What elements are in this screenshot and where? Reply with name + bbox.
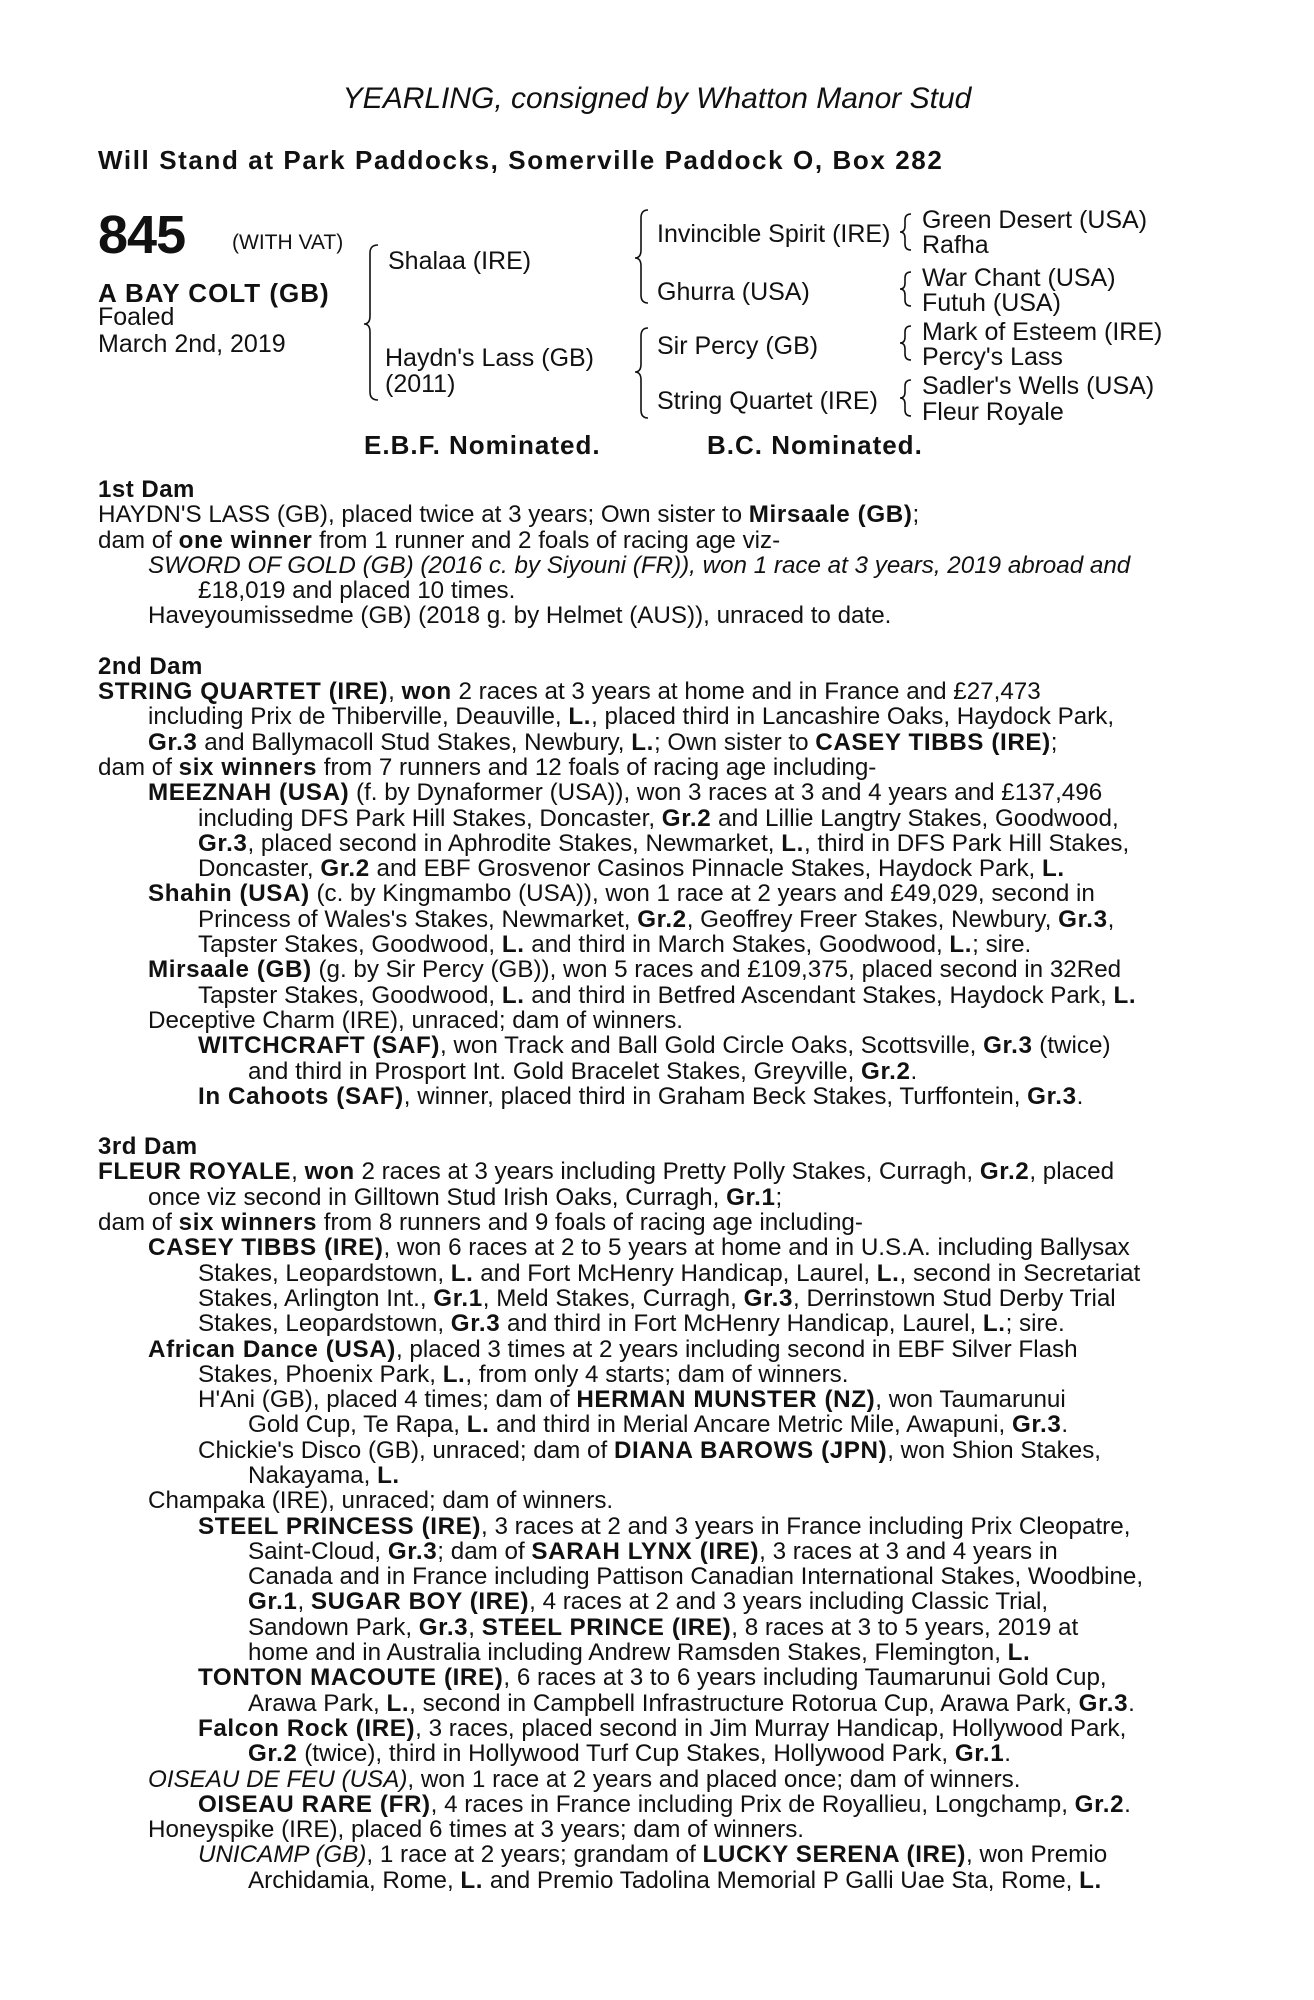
lot-number: 845	[98, 205, 186, 265]
third-dam-line: Stakes, Arlington Int., Gr.1, Meld Stakes, Curragh, Gr.3, Derrinstown Stud Derby Trial	[198, 1284, 1116, 1312]
third-dam-line: dam of six winners from 8 runners and 9 foals of racing age including-	[98, 1209, 863, 1237]
first-dam-line: SWORD OF GOLD (GB) (2016 c. by Siyouni (FR)), won 1 race at 3 years, 2019 abroad and	[148, 551, 1131, 579]
brace-g1	[900, 214, 911, 250]
third-dam-line: Stakes, Phoenix Park, L., from only 4 starts; dam of winners.	[198, 1360, 849, 1388]
pedigree-gen3-3: War Chant (USA)	[922, 264, 1116, 292]
third-dam-line: Champaka (IRE), unraced; dam of winners.	[148, 1487, 614, 1515]
third-dam-line: Sandown Park, Gr.3, STEEL PRINCE (IRE), 8 races at 3 to 5 years, 2019 at	[248, 1613, 1079, 1641]
pedigree-gen3-8: Fleur Royale	[922, 398, 1064, 426]
second-dam-line: In Cahoots (SAF), winner, placed third in Graham Beck Stakes, Turffontein, Gr.3.	[198, 1082, 1084, 1110]
third-dam-line: Gr.1, SUGAR BOY (IRE), 4 races at 2 and 3 years including Classic Trial,	[248, 1588, 1049, 1616]
third-dam-heading: 3rd Dam	[98, 1133, 198, 1161]
first-dam-line: dam of one winner from 1 runner and 2 foals of racing age viz-	[98, 526, 781, 554]
pedigree-sire: Shalaa (IRE)	[388, 247, 532, 275]
ebf-nominated: E.B.F. Nominated.	[364, 430, 601, 460]
third-dam-line: CASEY TIBBS (IRE), won 6 races at 2 to 5 years at home and in U.S.A. including Ballysax	[148, 1234, 1130, 1262]
vat-note: (WITH VAT)	[232, 231, 344, 254]
bc-nominated: B.C. Nominated.	[707, 430, 923, 460]
third-dam-line: TONTON MACOUTE (IRE), 6 races at 3 to 6 years including Taumarunui Gold Cup,	[198, 1664, 1107, 1692]
brace-sire-dam	[364, 245, 378, 400]
second-dam-line: dam of six winners from 7 runners and 12 foals of racing age including-	[98, 753, 877, 781]
third-dam-line: Gold Cup, Te Rapa, L. and third in Merial Ancare Metric Mile, Awapuni, Gr.3.	[248, 1411, 1069, 1439]
third-dam-line: OISEAU DE FEU (USA), won 1 race at 2 years and placed once; dam of winners.	[148, 1765, 1021, 1793]
brace-sire-parents	[635, 210, 648, 303]
brace-g4	[900, 380, 911, 416]
pedigree-gen3-6: Percy's Lass	[922, 343, 1063, 371]
pedigree-gen3-2: Rafha	[922, 231, 989, 259]
third-dam-line: Chickie's Disco (GB), unraced; dam of DIANA BAROWS (JPN), won Shion Stakes,	[198, 1436, 1102, 1464]
third-dam-line: Nakayama, L.	[248, 1461, 400, 1489]
brace-g3	[900, 326, 911, 360]
pedigree-gen3-7: Sadler's Wells (USA)	[922, 372, 1155, 400]
first-dam-line: Haveyoumissedme (GB) (2018 g. by Helmet (AUS)), unraced to date.	[148, 602, 892, 630]
third-dam-line: Saint-Cloud, Gr.3; dam of SARAH LYNX (IRE), 3 races at 3 and 4 years in	[248, 1537, 1058, 1565]
second-dam-line: and third in Prosport Int. Gold Bracelet Stakes, Greyville, Gr.2.	[248, 1057, 918, 1085]
second-dam-line: Tapster Stakes, Goodwood, L. and third in March Stakes, Goodwood, L.; sire.	[198, 931, 1032, 959]
third-dam-line: Stakes, Leopardstown, Gr.3 and third in Fort McHenry Handicap, Laurel, L.; sire.	[198, 1310, 1065, 1338]
third-dam-line: FLEUR ROYALE, won 2 races at 3 years including Pretty Polly Stakes, Curragh, Gr.2, placed	[98, 1158, 1115, 1186]
third-dam-line: STEEL PRINCESS (IRE), 3 races at 2 and 3 years in France including Prix Cleopatre,	[198, 1512, 1131, 1540]
second-dam-line: Princess of Wales's Stakes, Newmarket, Gr.2, Geoffrey Freer Stakes, Newbury, Gr.3,	[198, 905, 1115, 933]
third-dam-line: Gr.2 (twice), third in Hollywood Turf Cup Stakes, Hollywood Park, Gr.1.	[248, 1740, 1012, 1768]
first-dam-line: HAYDN'S LASS (GB), placed twice at 3 years; Own sister to Mirsaale (GB);	[98, 501, 920, 529]
first-dam-heading: 1st Dam	[98, 476, 195, 503]
second-dam-line: Mirsaale (GB) (g. by Sir Percy (GB)), won 5 races and £109,375, placed second in 32Red	[148, 956, 1122, 984]
second-dam-line: including Prix de Thiberville, Deauville, L., placed third in Lancashire Oaks, Haydock Park,	[148, 703, 1115, 731]
third-dam-line: UNICAMP (GB), 1 race at 2 years; grandam of LUCKY SERENA (IRE), won Premio	[198, 1841, 1108, 1869]
pedigree-sire-sire: Invincible Spirit (IRE)	[657, 220, 891, 248]
third-dam-line: once viz second in Gilltown Stud Irish Oaks, Curragh, Gr.1;	[148, 1183, 783, 1211]
second-dam-line: Gr.3 and Ballymacoll Stud Stakes, Newbury, L.; Own sister to CASEY TIBBS (IRE);	[148, 728, 1058, 756]
third-dam-line: home and in Australia including Andrew Ramsden Stakes, Flemington, L.	[248, 1639, 1031, 1667]
second-dam-line: Gr.3, placed second in Aphrodite Stakes, Newmarket, L., third in DFS Park Hill Stakes,	[198, 829, 1130, 857]
pedigree-gen3-4: Futuh (USA)	[922, 289, 1061, 317]
second-dam-line: STRING QUARTET (IRE), won 2 races at 3 years at home and in France and £27,473	[98, 678, 1041, 706]
foaled-label: Foaled	[98, 303, 175, 331]
brace-g2	[900, 272, 911, 306]
foaled-date: March 2nd, 2019	[98, 330, 286, 358]
stand-location: Will Stand at Park Paddocks, Somerville Paddock O, Box 282	[98, 145, 944, 175]
pedigree-gen3-1: Green Desert (USA)	[922, 206, 1148, 234]
third-dam-line: African Dance (USA), placed 3 times at 2 years including second in EBF Silver Flash	[148, 1335, 1078, 1363]
pedigree-dam-dam: String Quartet (IRE)	[657, 387, 878, 415]
third-dam-line: Falcon Rock (IRE), 3 races, placed second in Jim Murray Handicap, Hollywood Park,	[198, 1714, 1127, 1742]
pedigree-gen3-5: Mark of Esteem (IRE)	[922, 318, 1163, 346]
third-dam-line: Archidamia, Rome, L. and Premio Tadolina Memorial P Galli Uae Sta, Rome, L.	[248, 1866, 1102, 1894]
produce-record	[98, 477, 1200, 1893]
third-dam-line: Stakes, Leopardstown, L. and Fort McHenry Handicap, Laurel, L., second in Secretariat	[198, 1259, 1141, 1287]
second-dam-line: Doncaster, Gr.2 and EBF Grosvenor Casinos Pinnacle Stakes, Haydock Park, L.	[198, 855, 1065, 883]
pedigree-dam-sire: Sir Percy (GB)	[657, 332, 819, 360]
second-dam-line: MEEZNAH (USA) (f. by Dynaformer (USA)), won 3 races at 3 and 4 years and £137,496	[148, 779, 1103, 807]
consignment-line: YEARLING, consigned by Whatton Manor Stud	[342, 82, 972, 115]
second-dam-line: Shahin (USA) (c. by Kingmambo (USA)), won 1 race at 2 years and £49,029, second in	[148, 880, 1095, 908]
second-dam-line: WITCHCRAFT (SAF), won Track and Ball Gold Circle Oaks, Scottsville, Gr.3 (twice)	[198, 1032, 1111, 1060]
second-dam-line: including DFS Park Hill Stakes, Doncaster, Gr.2 and Lillie Langtry Stakes, Goodwood,	[198, 804, 1119, 832]
brace-dam-parents	[635, 328, 648, 418]
third-dam-line: Arawa Park, L., second in Campbell Infrastructure Rotorua Cup, Arawa Park, Gr.3.	[248, 1689, 1135, 1717]
pedigree-sire-dam: Ghurra (USA)	[657, 278, 810, 306]
first-dam-line: £18,019 and placed 10 times.	[198, 577, 516, 605]
third-dam-line: Canada and in France including Pattison Canadian International Stakes, Woodbine,	[248, 1563, 1144, 1591]
second-dam-line: Deceptive Charm (IRE), unraced; dam of winners.	[148, 1006, 684, 1034]
third-dam-line: OISEAU RARE (FR), 4 races in France including Prix de Royallieu, Longchamp, Gr.2.	[198, 1790, 1131, 1818]
third-dam-line: H'Ani (GB), placed 4 times; dam of HERMAN MUNSTER (NZ), won Taumarunui	[198, 1386, 1066, 1414]
pedigree-dam-year: (2011)	[385, 370, 456, 398]
lot-title: A BAY COLT (GB)	[98, 278, 330, 308]
third-dam-line: Honeyspike (IRE), placed 6 times at 3 years; dam of winners.	[148, 1816, 805, 1844]
second-dam-line: Tapster Stakes, Goodwood, L. and third in Betfred Ascendant Stakes, Haydock Park, L.	[198, 981, 1137, 1009]
pedigree-dam: Haydn's Lass (GB)	[385, 344, 595, 372]
second-dam-heading: 2nd Dam	[98, 652, 203, 680]
